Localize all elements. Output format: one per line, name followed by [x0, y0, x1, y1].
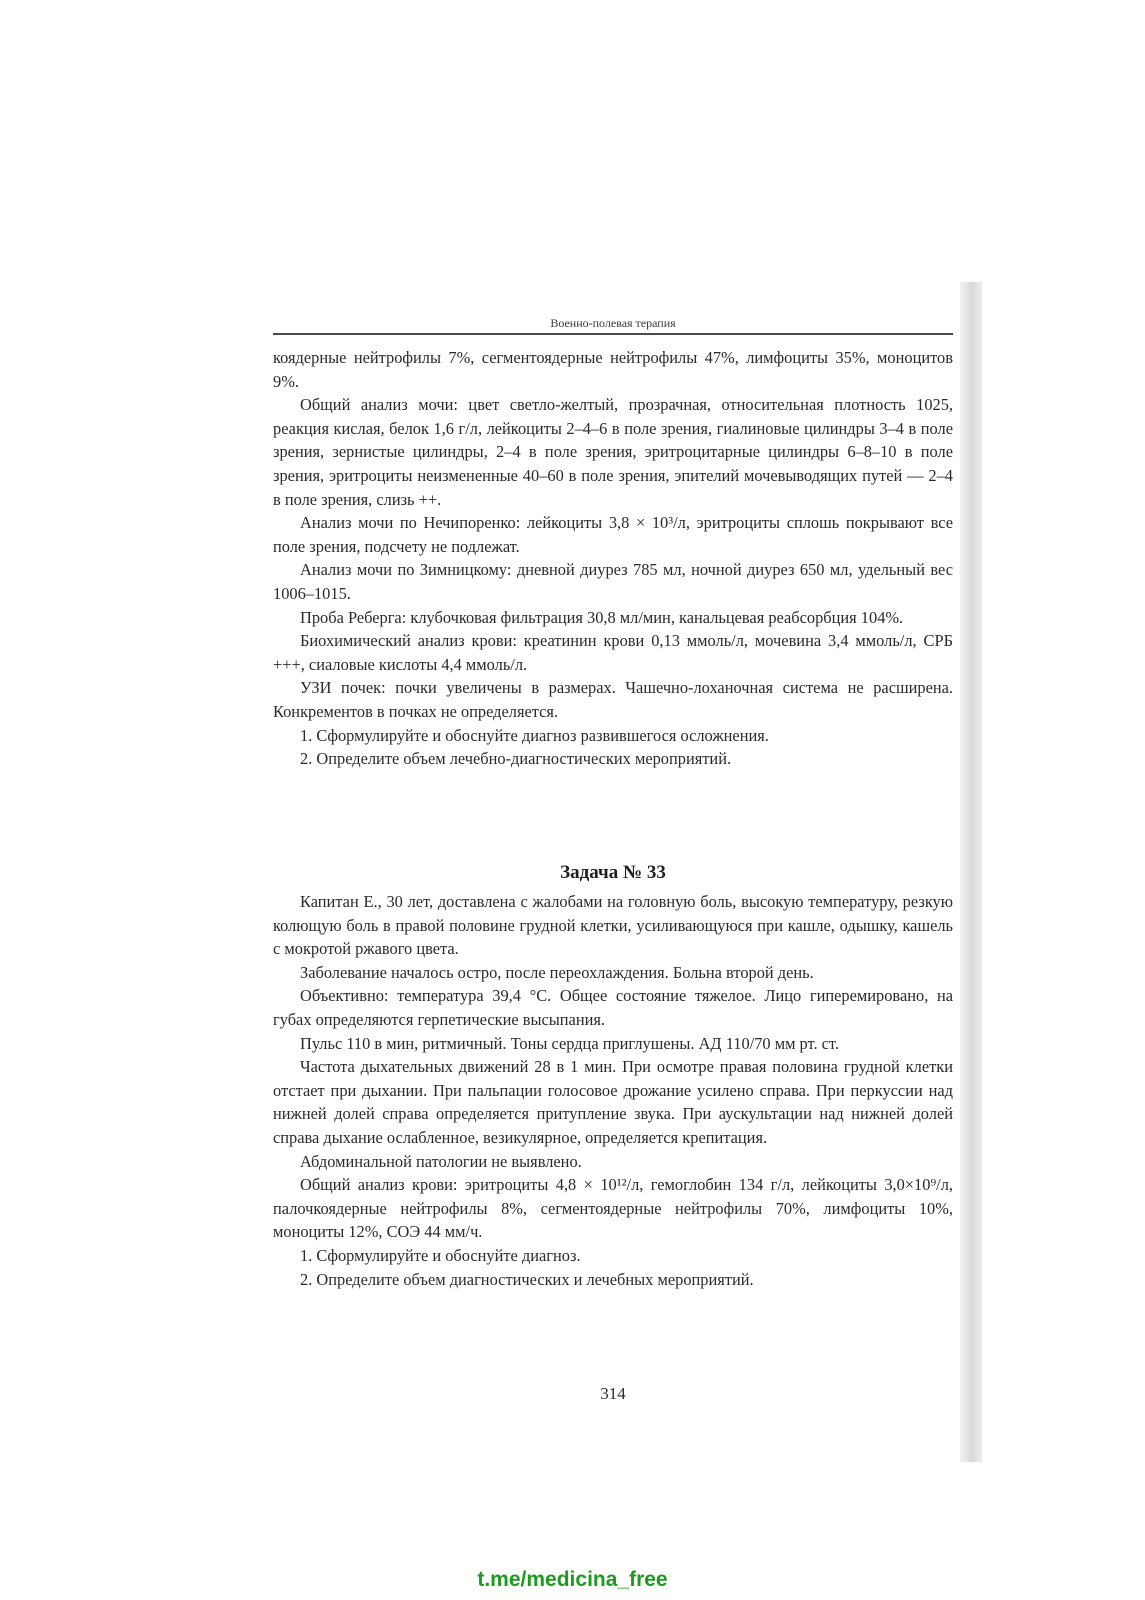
paragraph: Общий анализ крови: эритроциты 4,8 × 10¹²/л, гемоглобин 134 г/л, лейкоциты 3,0×10⁹/л, палочкоядерные нейтрофилы 8%, сегментоядерные нейтрофилы 70%, лимфоциты 10%, моноциты 12%, СОЭ 44 мм/ч. [273, 1175, 953, 1242]
question-item: 2. Определите объем лечебно-диагностических мероприятий. [300, 749, 732, 769]
paragraph: Объективно: температура 39,4 °С. Общее состояние тяжелое. Лицо гиперемировано, на губах определяются герпетические высыпания. [273, 986, 953, 1029]
previous-task-continuation [273, 346, 953, 771]
paragraph: Абдоминальной патологии не выявлено. [300, 1151, 582, 1171]
task-title: Задача № 33 [560, 862, 666, 883]
watermark-link[interactable]: t.me/medicina_free [477, 1568, 668, 1591]
page-number: 314 [600, 1384, 626, 1403]
header-rule [273, 333, 953, 335]
task-body [273, 890, 953, 1291]
question-item: 1. Сформулируйте и обоснуйте диагноз развившегося осложнения. [300, 725, 769, 745]
paragraph: Биохимический анализ крови: креатинин крови 0,13 ммоль/л, мочевина 3,4 ммоль/л, СРБ +++, сиаловые кислоты 4,4 ммоль/л. [273, 631, 953, 674]
question-item: 2. Определите объем диагностических и лечебных мероприятий. [300, 1269, 754, 1289]
paragraph: Анализ мочи по Зимницкому: дневной диурез 785 мл, ночной диурез 650 мл, удельный вес 1006–1015. [273, 560, 953, 603]
question-item: 1. Сформулируйте и обоснуйте диагноз. [300, 1245, 581, 1265]
paragraph: Проба Реберга: клубочковая фильтрация 30,8 мл/мин, канальцевая реабсорбция 104%. [300, 607, 904, 627]
paragraph: Заболевание началось остро, после переохлаждения. Больна второй день. [300, 962, 814, 982]
paragraph: Анализ мочи по Нечипоренко: лейкоциты 3,8 × 10³/л, эритроциты сплошь покрывают все поле зрения, подсчету не подлежат. [273, 513, 953, 556]
paragraph: УЗИ почек: почки увеличены в размерах. Чашечно-лоханочная система не расширена. Конкрементов в почках не определяется. [273, 678, 953, 721]
page-edge-shadow [960, 282, 982, 1462]
paragraph: Пульс 110 в мин, ритмичный. Тоны сердца приглушены. АД 110/70 мм рт. ст. [300, 1033, 839, 1053]
paragraph: Капитан Е., 30 лет, доставлена с жалобами на головную боль, высокую температуру, резкую колющую боль в правой половине грудной клетки, усиливающуюся при кашле, одышку, кашель с мокротой ржавого цвета. [273, 892, 953, 959]
paragraph: Общий анализ мочи: цвет светло-желтый, прозрачная, относительная плотность 1025, реакция кислая, белок 1,6 г/л, лейкоциты 2–4–6 в поле зрения, гиалиновые цилиндры 3–4 в поле зрения, зернистые цилиндры, 2–4 в поле зрения, эритроцитарные цилиндры 6–8–10 в поле зрения, эритроциты неизмененные 40–60 в поле зрения, эпителий мочевыводящих путей — 2–4 в поле зрения, слизь ++. [273, 395, 953, 509]
paragraph: коядерные нейтрофилы 7%, сегментоядерные нейтрофилы 47%, лимфоциты 35%, моноцитов 9%. [273, 348, 953, 391]
paragraph: Частота дыхательных движений 28 в 1 мин. При осмотре правая половина грудной клетки отстает при дыхании. При пальпации голосовое дрожание усилено справа. При перкуссии над нижней долей справа определяется притупление звука. При аускультации над нижней долей справа дыхание ослабленное, везикулярное, определяется крепитация. [273, 1057, 953, 1147]
running-header: Военно-полевая терапия [550, 316, 676, 330]
